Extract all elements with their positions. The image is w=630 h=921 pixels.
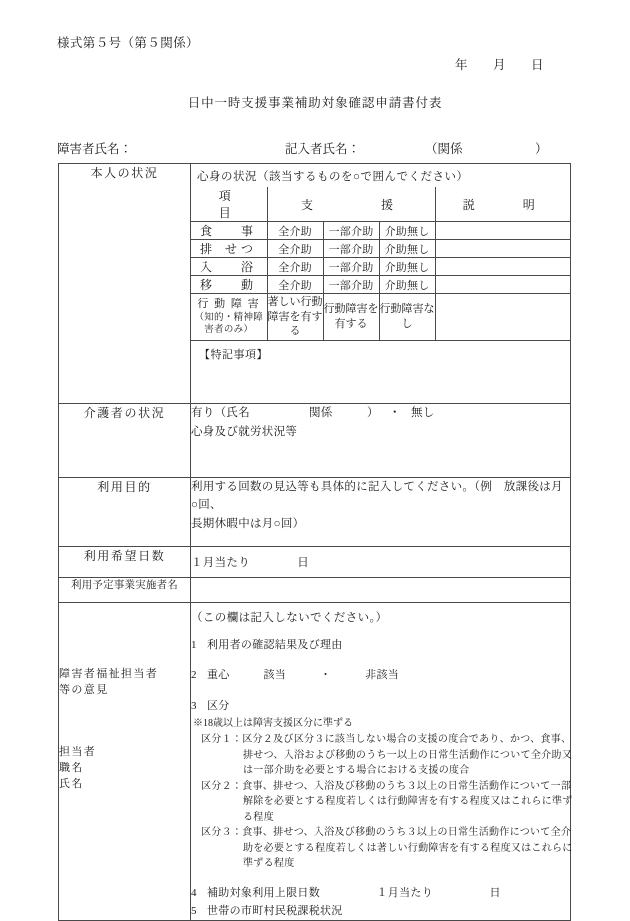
option-toilet-full[interactable]: 全介助 [267, 240, 323, 258]
table-row-toilet [191, 240, 570, 258]
explanation-movement[interactable] [435, 276, 570, 294]
purpose-line1: 利用する回数の見込等も具体的に記入してください。（例 放課後は月○回、 [191, 481, 563, 512]
item-name-toilet: 排 せ つ [191, 240, 267, 258]
date-month: 月 [493, 58, 506, 72]
do-not-fill-notice: （この欄は記入しないでください。） [191, 612, 388, 624]
column-header-explanation: 説 明 [435, 187, 570, 222]
row-label-provider: 利用予定事業実施者名 [59, 578, 191, 603]
opinion-label-line1: 障害者福祉担当者 [59, 668, 159, 680]
document-title: 日中一時支援事業補助対象確認申請書付表 [187, 96, 443, 110]
explanation-behavior-disorder[interactable] [435, 294, 570, 341]
main-form-table [58, 163, 571, 921]
disabled-person-name-label: 障害者氏名： [57, 142, 133, 156]
date-line [455, 55, 544, 73]
option-movement-full[interactable]: 全介助 [267, 276, 323, 294]
date-day: 日 [531, 58, 544, 72]
division-2: 区分２：食事、排せつ、入浴及び移動のうち３以上の日常生活動作について一部 解除を必要とする程度若しくは行動障害を有する程度又はこれらに準ず る程度 [201, 780, 573, 823]
option-toilet-partial[interactable]: 一部介助 [323, 240, 379, 258]
item-name-meal: 食 事 [191, 222, 267, 240]
caregiver-line1 [191, 404, 570, 423]
opinion-item-4[interactable]: 4 補助対象利用上限日数 １月当たり 日 [191, 886, 501, 899]
table-row-desired-days [59, 547, 571, 578]
caregiver-content[interactable] [191, 404, 571, 478]
note-age-18: ※18歳以上は障害支援区分に準ずる [193, 718, 353, 730]
option-behavior-present[interactable]: 行動障害を有する [323, 294, 379, 341]
option-bath-none[interactable]: 介助無し [379, 258, 435, 276]
explanation-bath[interactable] [435, 258, 570, 276]
remarks-label[interactable]: 【特記事項】 [191, 341, 570, 404]
row-label-desired-days: 利用希望日数 [59, 547, 191, 578]
date-year: 年 [455, 58, 468, 72]
opinion-item-3: 3 区分 [191, 700, 230, 713]
caregiver-none-label: 無し [411, 407, 435, 419]
opinion-label-line2: 等の意見 [59, 684, 109, 696]
item-name-movement: 移 動 [191, 276, 267, 294]
row-label-caregiver: 介護者の状況 [59, 404, 191, 478]
option-behavior-none[interactable]: 行動障害なし [379, 294, 435, 341]
option-meal-none[interactable]: 介助無し [379, 222, 435, 240]
option-meal-partial[interactable]: 一部介助 [323, 222, 379, 240]
relation-open-label: （関係 [425, 142, 463, 156]
row-label-person-status: 本人の状況 [59, 164, 191, 404]
caregiver-has-label: 有り（氏名 [191, 407, 250, 419]
caregiver-line2: 心身及び就労状況等 [191, 425, 298, 438]
column-header-item: 項 目 [191, 187, 267, 222]
person-status-content [191, 164, 571, 404]
division-1: 区分１：区分２及び区分３に該当しない場合の支援の度合であり、かつ、食事、 排せつ、入浴および移動のうち一以上の日常生活動作について全介助又 は一部介助を必要とする場合における支援の度合 [201, 734, 572, 777]
opinion-content[interactable] [191, 603, 571, 921]
name-label: 氏名 [59, 778, 84, 790]
purpose-content[interactable] [191, 478, 571, 547]
option-meal-full[interactable]: 全介助 [267, 222, 323, 240]
form-number: 様式第５号（第５関係） [57, 36, 199, 50]
table-row-bath [191, 258, 570, 276]
opinion-item-2[interactable]: 2 重心 該当 ・ 非該当 [191, 669, 400, 682]
opinion-item-5[interactable]: 5 世帯の市町村民税課税状況 [191, 904, 343, 917]
opinion-item-1: 1 利用者の確認結果及び理由 [191, 638, 343, 651]
table-row-behavior-disorder [191, 294, 570, 341]
table-row-remarks [191, 341, 570, 404]
caregiver-dot: ・ [389, 407, 401, 419]
table-row-person-status [59, 164, 571, 404]
explanation-meal[interactable] [435, 222, 570, 240]
option-bath-full[interactable]: 全介助 [267, 258, 323, 276]
table-row-movement [191, 276, 570, 294]
table-row-purpose [59, 478, 571, 547]
item-name-bath: 入 浴 [191, 258, 267, 276]
item-name-behavior-disorder: 行 動 障 害 （知的・精神障害者のみ） [191, 294, 267, 341]
caregiver-relation-label: 関係 [309, 407, 333, 419]
option-toilet-none[interactable]: 介助無し [379, 240, 435, 258]
desired-days-value[interactable]: １月当たり 日 [191, 547, 571, 578]
row-label-opinion [59, 603, 191, 921]
caregiver-close-paren: ） [367, 407, 379, 419]
column-header-support: 支 援 [267, 187, 435, 222]
staff-label: 担当者 [59, 746, 97, 758]
option-behavior-severe[interactable]: 著しい行動障害を有する [267, 294, 323, 341]
division-3: 区分３：食事、排せつ、入浴及び移動のうち３以上の日常生活動作について全介 助を必要とする程度若しくは著しい行動障害を有する程度又はこれらに 準ずる程度 [201, 827, 573, 870]
mind-body-heading: 心身の状況（該当するものを○で囲んでください） [197, 171, 469, 183]
provider-value[interactable] [191, 578, 571, 603]
table-row-provider [59, 578, 571, 603]
support-table [191, 187, 570, 403]
purpose-line2: 長期休暇中は月○回） [191, 517, 305, 530]
table-row-caregiver [59, 404, 571, 478]
explanation-toilet[interactable] [435, 240, 570, 258]
support-table-header-row [191, 187, 570, 222]
relation-close-label: ） [535, 142, 548, 156]
table-row-opinion [59, 603, 571, 921]
writer-name-label: 記入者氏名： [285, 142, 361, 156]
table-row-meal [191, 222, 570, 240]
option-bath-partial[interactable]: 一部介助 [323, 258, 379, 276]
position-label: 職名 [59, 762, 84, 774]
option-movement-none[interactable]: 介助無し [379, 276, 435, 294]
option-movement-partial[interactable]: 一部介助 [323, 276, 379, 294]
row-label-purpose: 利用目的 [59, 478, 191, 547]
